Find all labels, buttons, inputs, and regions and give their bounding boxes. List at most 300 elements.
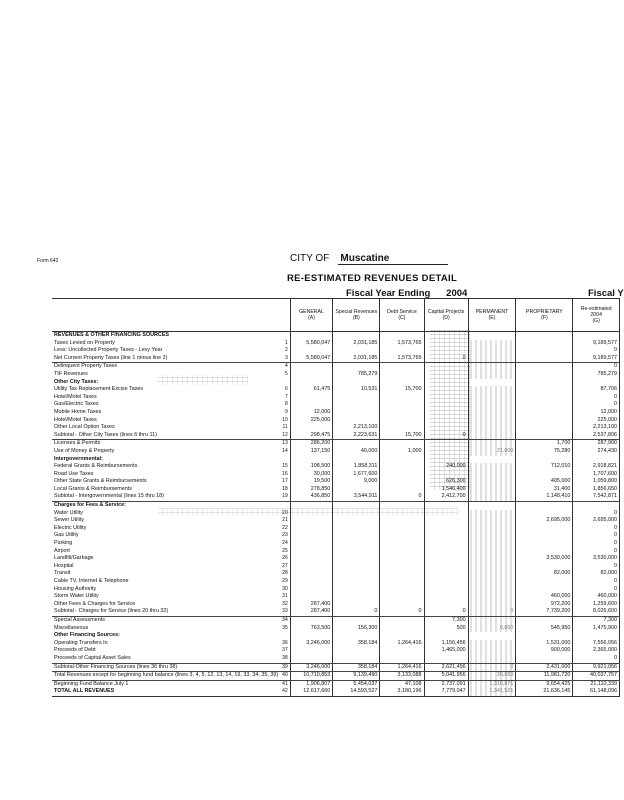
- row-label: Charges for Fees & Service:: [54, 502, 126, 509]
- value-cell: 0: [424, 355, 468, 363]
- value-cell: 286,200: [290, 440, 332, 448]
- value-cell: [333, 570, 380, 578]
- value-cell: 2,031,185: [333, 355, 380, 363]
- line-number: 15: [280, 463, 290, 471]
- value-cell: 10,531: [333, 386, 380, 394]
- value-cell: 5,580,047: [290, 340, 332, 348]
- value-cell: [380, 347, 424, 355]
- value-cell: [380, 540, 424, 548]
- value-cell: 3,544,911: [333, 493, 380, 501]
- row-label: Housing Authority: [54, 585, 97, 592]
- value-cell: [468, 517, 516, 525]
- value-cell: [468, 332, 516, 340]
- column-header: PROPRIETARY (F): [516, 299, 573, 332]
- value-cell: [424, 563, 468, 571]
- value-cell: 2,365,000: [573, 647, 620, 655]
- line-number: 33: [280, 608, 290, 616]
- value-cell: 225,000: [573, 417, 620, 425]
- value-cell: [333, 563, 380, 571]
- value-cell: 82,000: [516, 570, 573, 578]
- value-cell: [333, 593, 380, 601]
- table-row: [52, 379, 620, 387]
- line-number: 40: [280, 672, 290, 681]
- value-cell: 3,180,196: [380, 688, 424, 696]
- value-cell: [468, 386, 516, 394]
- value-cell: [516, 347, 573, 355]
- line-number: 12: [280, 432, 290, 440]
- value-cell: [424, 548, 468, 556]
- line-number: 9: [280, 409, 290, 417]
- value-cell: [290, 555, 332, 563]
- value-cell: 15,700: [380, 386, 424, 394]
- value-cell: 0: [573, 586, 620, 594]
- table-row: [52, 593, 620, 601]
- fiscal-year-right-heading: Fiscal Y: [588, 288, 624, 299]
- line-number: 34: [280, 616, 290, 624]
- value-cell: [380, 440, 424, 448]
- row-label: Electric Utility: [54, 524, 87, 531]
- table-row: [52, 493, 620, 501]
- value-cell: [333, 578, 380, 586]
- row-label: Less: Uncollected Property Taxes - Levy Year: [54, 347, 163, 354]
- value-cell: 298,475: [290, 432, 332, 440]
- line-number: 4: [280, 363, 290, 371]
- value-cell: [468, 578, 516, 586]
- value-cell: 3,246,000: [290, 663, 332, 672]
- value-cell: 287,400: [290, 608, 332, 616]
- value-cell: 9,139,490: [333, 672, 380, 681]
- value-cell: [468, 478, 516, 486]
- value-cell: [468, 401, 516, 409]
- value-cell: [468, 409, 516, 417]
- value-cell: [290, 517, 332, 525]
- row-label: Net Current Property Taxes (line 1 minus line 2): [52, 355, 280, 363]
- table-row: [52, 525, 620, 533]
- row-label: Other State Grants & Reimbursements: [54, 478, 147, 485]
- value-cell: [380, 655, 424, 663]
- value-cell: 1,573,765: [380, 355, 424, 363]
- line-number: 8: [280, 401, 290, 409]
- row-label: Licenses & Permits: [54, 440, 101, 447]
- line-number: 27: [280, 563, 290, 571]
- value-cell: 21,000: [468, 448, 516, 456]
- row-label: Hotel/Motel Taxes: [54, 416, 97, 423]
- line-number: 36: [280, 640, 290, 648]
- value-cell: [516, 525, 573, 533]
- value-cell: [333, 601, 380, 609]
- value-cell: [516, 363, 573, 371]
- value-cell: 0: [573, 540, 620, 548]
- value-cell: 0: [573, 578, 620, 586]
- value-cell: 2,621,456: [424, 663, 468, 672]
- value-cell: [380, 647, 424, 655]
- value-cell: 2,412,700: [424, 493, 468, 501]
- value-cell: [290, 578, 332, 586]
- line-number: 26: [280, 555, 290, 563]
- value-cell: 1,858,311: [333, 463, 380, 471]
- value-cell: [380, 332, 424, 340]
- row-label: Subtotal - Other City Taxes (lines 6 thru 11): [52, 432, 280, 440]
- line-number: 42: [280, 688, 290, 696]
- value-cell: [424, 578, 468, 586]
- value-cell: [380, 379, 424, 387]
- value-cell: 82,000: [573, 570, 620, 578]
- value-cell: [468, 555, 516, 563]
- table-row: [52, 578, 620, 586]
- value-cell: 763,500: [290, 625, 332, 633]
- value-cell: [290, 379, 332, 387]
- row-label: Airport: [54, 547, 70, 554]
- column-header: PERMANENT (E): [468, 299, 516, 332]
- value-cell: 0: [424, 432, 468, 440]
- value-cell: 0: [333, 608, 380, 616]
- table-row: [52, 625, 620, 633]
- value-cell: 0: [573, 363, 620, 371]
- value-cell: [468, 493, 516, 501]
- value-cell: [290, 424, 332, 432]
- value-cell: [468, 586, 516, 594]
- table-row: [52, 655, 620, 663]
- value-cell: [468, 510, 516, 518]
- value-cell: [468, 632, 516, 640]
- column-header: Re-estimated 2004 (G): [573, 299, 620, 332]
- value-cell: [468, 463, 516, 471]
- value-cell: 10,710,853: [290, 672, 332, 681]
- value-cell: [290, 540, 332, 548]
- table-row: [52, 432, 620, 440]
- row-label: Operating Transfers In: [54, 639, 108, 646]
- value-cell: [468, 548, 516, 556]
- value-cell: [516, 632, 573, 640]
- row-label: Other Local Option Taxes: [54, 424, 115, 431]
- value-cell: 545,950: [516, 625, 573, 633]
- value-cell: [516, 502, 573, 510]
- value-cell: 7,739,200: [516, 608, 573, 616]
- value-cell: [333, 363, 380, 371]
- value-cell: 75,280: [516, 448, 573, 456]
- value-cell: [468, 502, 516, 510]
- value-cell: [468, 340, 516, 348]
- value-cell: 1,465,000: [424, 647, 468, 655]
- value-cell: [380, 401, 424, 409]
- row-label: TOTAL ALL REVENUES: [52, 688, 280, 696]
- value-cell: [516, 332, 573, 340]
- value-cell: [290, 586, 332, 594]
- value-cell: 40,037,757: [573, 672, 620, 681]
- value-cell: [468, 616, 516, 624]
- value-cell: 0: [380, 493, 424, 501]
- table-row: [52, 401, 620, 409]
- row-label: Delinquent Property Taxes: [54, 363, 118, 370]
- value-cell: [573, 332, 620, 340]
- value-cell: [380, 456, 424, 464]
- value-cell: [290, 616, 332, 624]
- value-cell: 12,000: [290, 409, 332, 417]
- row-label: Other City Taxes:: [54, 378, 99, 385]
- row-label: Gas Utility: [54, 532, 79, 539]
- city-underline: [338, 264, 448, 265]
- value-cell: 19,500: [290, 478, 332, 486]
- line-number: 24: [280, 540, 290, 548]
- value-cell: 7,300: [573, 616, 620, 624]
- row-label: Hospital: [54, 562, 74, 569]
- line-number: 32: [280, 601, 290, 609]
- value-cell: [516, 586, 573, 594]
- row-label: Parking: [54, 540, 73, 547]
- value-cell: [290, 371, 332, 379]
- table-row: [52, 640, 620, 648]
- value-cell: 1,906,807: [290, 680, 332, 688]
- value-cell: [290, 632, 332, 640]
- line-column-header: [280, 299, 290, 332]
- value-cell: 61,475: [290, 386, 332, 394]
- value-cell: 9,189,577: [573, 340, 620, 348]
- scan-noise-row: [158, 375, 248, 385]
- value-cell: [290, 456, 332, 464]
- value-cell: [468, 601, 516, 609]
- value-cell: [424, 532, 468, 540]
- value-cell: 5,580,047: [290, 355, 332, 363]
- value-cell: 9,654,425: [516, 680, 573, 688]
- row-label: Intergovernmental:: [54, 455, 103, 462]
- value-cell: 626,300: [424, 478, 468, 486]
- value-cell: [468, 486, 516, 494]
- value-cell: [380, 601, 424, 609]
- row-label: Other Financing Sources:: [54, 632, 120, 639]
- row-label: REVENUES & OTHER FINANCING SOURCES: [54, 332, 170, 338]
- table-row: [52, 347, 620, 355]
- value-cell: 0: [573, 347, 620, 355]
- value-cell: 9,650: [468, 625, 516, 633]
- value-cell: 436,850: [290, 493, 332, 501]
- value-cell: 240,000: [424, 463, 468, 471]
- value-cell: [333, 540, 380, 548]
- value-cell: 0: [573, 548, 620, 556]
- scan-noise-row: [158, 508, 458, 516]
- line-number: [280, 379, 290, 387]
- table-row: [52, 608, 620, 616]
- row-label: Other Fees & Charges for Service: [54, 600, 136, 607]
- line-number: 20: [280, 510, 290, 518]
- value-cell: [333, 586, 380, 594]
- value-cell: 30,000: [290, 471, 332, 479]
- row-label: Landfill/Garbage: [54, 555, 94, 562]
- column-header: Special Revenues (B): [333, 299, 380, 332]
- value-cell: [333, 332, 380, 340]
- table-row: [52, 386, 620, 394]
- value-cell: [424, 540, 468, 548]
- value-cell: [468, 456, 516, 464]
- value-cell: [333, 379, 380, 387]
- value-cell: 0: [573, 394, 620, 402]
- line-number: 11: [280, 424, 290, 432]
- table-row: [52, 540, 620, 548]
- value-cell: [333, 417, 380, 425]
- value-cell: [468, 363, 516, 371]
- value-cell: 1,677,600: [333, 471, 380, 479]
- value-cell: [573, 502, 620, 510]
- value-cell: [380, 616, 424, 624]
- table-row: [52, 663, 620, 672]
- value-cell: [468, 432, 516, 440]
- line-number: 29: [280, 578, 290, 586]
- table-row: [52, 463, 620, 471]
- value-cell: 2,031,185: [333, 340, 380, 348]
- line-number: 35: [280, 625, 290, 633]
- value-cell: [468, 379, 516, 387]
- value-cell: [516, 471, 573, 479]
- value-cell: 8,026,600: [573, 608, 620, 616]
- value-cell: [380, 632, 424, 640]
- line-number: 37: [280, 647, 290, 655]
- value-cell: [333, 401, 380, 409]
- value-cell: [424, 517, 468, 525]
- value-cell: 87,706: [573, 386, 620, 394]
- table-row: [52, 647, 620, 655]
- value-cell: [468, 347, 516, 355]
- table-row: [52, 548, 620, 556]
- value-cell: [516, 355, 573, 363]
- value-cell: [380, 578, 424, 586]
- column-header: Capital Projects (D): [424, 299, 468, 332]
- value-cell: 2,213,100: [333, 424, 380, 432]
- value-cell: 14,593,527: [333, 688, 380, 696]
- column-header: Debt Service (C): [380, 299, 424, 332]
- table-row: [52, 424, 620, 432]
- value-cell: [380, 517, 424, 525]
- value-cell: [424, 593, 468, 601]
- table-row: [52, 532, 620, 540]
- value-cell: [516, 386, 573, 394]
- value-cell: [290, 394, 332, 402]
- table-row: [52, 456, 620, 464]
- table-row: [52, 363, 620, 371]
- table-row: [52, 332, 620, 340]
- value-cell: [424, 601, 468, 609]
- value-cell: [380, 586, 424, 594]
- value-cell: [380, 363, 424, 371]
- table-row: [52, 570, 620, 578]
- value-cell: [516, 456, 573, 464]
- value-cell: 40,000: [333, 448, 380, 456]
- column-header-row: [52, 299, 620, 332]
- row-label: Subtotal - Intergovernmental (lines 15 thru 18): [52, 493, 280, 501]
- fiscal-year: 2004: [446, 288, 468, 299]
- line-number: 39: [280, 663, 290, 672]
- value-cell: 0: [573, 532, 620, 540]
- value-cell: [290, 332, 332, 340]
- label-column-header: [52, 299, 280, 332]
- row-label: Subtotal-Other Financing Sources (lines 36 thru 38): [52, 663, 280, 672]
- value-cell: 287,400: [290, 601, 332, 609]
- value-cell: 21,110,339: [573, 680, 620, 688]
- table-row: [52, 688, 620, 696]
- value-cell: 1,573,765: [380, 340, 424, 348]
- table-row: [52, 486, 620, 494]
- line-number: 31: [280, 593, 290, 601]
- value-cell: 3,530,000: [516, 555, 573, 563]
- table-row: [52, 680, 620, 688]
- value-cell: 3,246,000: [290, 640, 332, 648]
- value-cell: 1,059,800: [573, 478, 620, 486]
- value-cell: 225,000: [290, 417, 332, 425]
- scan-noise-permanent: [430, 330, 470, 490]
- value-cell: 0: [573, 510, 620, 518]
- line-number: 7: [280, 394, 290, 402]
- line-number: 10: [280, 417, 290, 425]
- table-row: [52, 555, 620, 563]
- value-cell: 2,695,000: [573, 517, 620, 525]
- value-cell: [468, 471, 516, 479]
- line-number: 28: [280, 570, 290, 578]
- value-cell: [380, 409, 424, 417]
- line-number: [280, 332, 290, 340]
- line-number: 2: [280, 347, 290, 355]
- value-cell: [380, 463, 424, 471]
- value-cell: 2,223,631: [333, 432, 380, 440]
- row-label: Special Assessments: [54, 616, 105, 623]
- value-cell: 1,700: [516, 440, 573, 448]
- value-cell: [424, 555, 468, 563]
- value-cell: 15,700: [380, 432, 424, 440]
- value-cell: 1,546,400: [424, 486, 468, 494]
- value-cell: [516, 532, 573, 540]
- value-cell: [290, 647, 332, 655]
- table-row: [52, 417, 620, 425]
- row-label: TIF Revenues: [54, 370, 88, 377]
- value-cell: 1,000: [380, 448, 424, 456]
- page-title: RE-ESTIMATED REVENUES DETAIL: [287, 273, 458, 284]
- value-cell: 21,636,145: [516, 688, 573, 696]
- value-cell: [380, 371, 424, 379]
- table-row: [52, 394, 620, 402]
- line-number: 19: [280, 493, 290, 501]
- value-cell: [516, 424, 573, 432]
- city-heading: [290, 253, 389, 264]
- value-cell: [516, 563, 573, 571]
- line-number: 25: [280, 548, 290, 556]
- line-number: 38: [280, 655, 290, 663]
- value-cell: 2,431,000: [516, 663, 573, 672]
- value-cell: [380, 486, 424, 494]
- value-cell: [333, 347, 380, 355]
- table-row: [52, 340, 620, 348]
- value-cell: [290, 401, 332, 409]
- value-cell: 0: [573, 655, 620, 663]
- row-label: Cable TV, Internet & Telephone: [54, 578, 129, 584]
- value-cell: [468, 424, 516, 432]
- value-cell: [380, 417, 424, 425]
- value-cell: [333, 525, 380, 533]
- value-cell: [290, 563, 332, 571]
- value-cell: [333, 632, 380, 640]
- row-label: Proceeds of Capital Asset Sales: [52, 655, 280, 663]
- value-cell: 1,148,410: [516, 493, 573, 501]
- value-cell: [468, 440, 516, 448]
- value-cell: [290, 532, 332, 540]
- value-cell: 11,981,720: [516, 672, 573, 681]
- value-cell: 1,341,521: [468, 688, 516, 696]
- value-cell: [516, 340, 573, 348]
- value-cell: [290, 347, 332, 355]
- value-cell: [468, 394, 516, 402]
- row-label: Beginning Fund Balance July 1: [54, 680, 129, 687]
- value-cell: 2,695,000: [516, 517, 573, 525]
- value-cell: 47,108: [380, 680, 424, 688]
- value-cell: 785,279: [333, 371, 380, 379]
- value-cell: [573, 456, 620, 464]
- value-cell: [573, 632, 620, 640]
